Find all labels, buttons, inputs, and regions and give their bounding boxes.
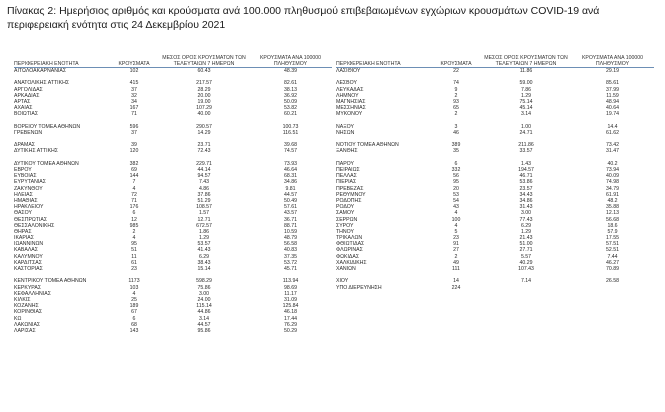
cell-7day-avg: 194.57 [518,167,534,173]
cell-cases: 43 [453,204,459,211]
right-table-body [336,68,654,291]
cell-7day-avg: 5.57 [520,253,532,260]
cell-per-100k: 52.51 [606,247,619,254]
cell-cases: 61 [131,259,137,266]
cell-7day-avg: 33.57 [519,148,533,155]
cell-cases: 23 [131,266,137,272]
cell-7day-avg: 41.43 [197,247,211,254]
cell-region: ΜΑΓΝΗΣΙΑΣ [336,98,366,105]
cell-cases: 1173 [128,278,140,285]
cell-per-100k: 14.4 [607,123,618,130]
cell-region: ΠΡΕΒΕΖΑΣ [336,185,364,192]
cell-7day-avg: 38.43 [197,259,211,266]
cell-per-100k: 34.79 [606,185,619,192]
header-region: ΠΕΡΙΦΕΡΕΙΑΚΗ ΕΝΟΤΗΤΑ [14,60,79,67]
cell-region: ΚΙΛΚΙΣ [14,296,31,303]
cell-7day-avg: 3.14 [520,111,532,118]
header-7day-avg: ΜΕΣΟΣ ΟΡΟΣ ΚΡΟΥΣΜΑΤΩΝ ΤΩΝ ΤΕΛΕΥΤΑΙΩΝ 7 ΗΜΕΡΩΝ [162,55,246,67]
cell-per-100k [571,285,654,291]
cell-cases: 103 [129,284,139,291]
cell-7day-avg: 12.71 [197,216,211,223]
cell-cases: 71 [131,111,137,118]
cell-cases: 120 [129,148,139,155]
cell-7day-avg: 51.00 [519,241,533,248]
cell-per-100k: 53.82 [284,105,297,112]
cell-per-100k: 31.09 [284,296,297,303]
header-cases: ΚΡΟΥΣΜΑΤΑ [440,60,472,67]
cell-per-100k: 37.99 [606,86,619,93]
cell-region: ΓΡΕΒΕΝΩΝ [14,129,43,136]
cell-cases: 4 [454,210,458,217]
cell-cases: 22 [453,68,459,74]
cell-per-100k: 57.51 [606,241,619,248]
cell-region: ΤΗΝΟΥ [336,228,354,235]
cell-cases: 4 [132,185,136,192]
cell-per-100k: 76.29 [284,321,297,328]
cell-7day-avg: 44.14 [197,167,211,173]
cell-7day-avg: 51.29 [197,197,211,204]
cell-region: ΣΕΡΡΩΝ [336,216,358,223]
cell-cases: 37 [131,129,137,136]
cell-per-100k: 98.69 [284,284,297,291]
cell-cases: 102 [129,68,139,74]
header-7day-avg: ΜΕΣΟΣ ΟΡΟΣ ΚΡΟΥΣΜΑΤΩΝ ΤΩΝ ΤΕΛΕΥΤΑΙΩΝ 7 ΗΜΕΡΩΝ [484,55,568,67]
cell-per-100k: 26.58 [606,278,619,285]
cell-per-100k: 57.61 [284,204,297,211]
cell-cases: 34 [131,98,137,105]
cell-7day-avg: 77.43 [519,216,533,223]
cell-7day-avg: 94.57 [197,173,211,180]
cell-cases: 12 [131,216,137,223]
cell-per-100k: 113.94 [282,278,299,285]
cell-per-100k: 48.79 [284,235,297,242]
cell-per-100k: 61.91 [606,191,619,198]
cell-cases: 189 [129,303,139,310]
cell-per-100k: 11.17 [284,290,297,297]
cell-per-100k: 17.44 [284,315,297,322]
cell-7day-avg: 217.57 [196,80,212,87]
cell-7day-avg: 1.43 [520,160,532,167]
cell-cases: 415 [129,80,139,87]
cell-per-100k: 10.59 [284,228,297,235]
cell-region: ΡΟΔΟΠΗΣ [336,197,362,204]
cell-cases: 4 [454,222,458,229]
cell-cases: 6 [132,210,136,217]
cell-cases: 95 [131,241,137,248]
cell-cases: 2 [454,92,458,99]
cell-region: ΛΑΡΙΣΑΣ [14,327,36,334]
cell-7day-avg: 6.29 [198,253,210,260]
cell-cases: 32 [131,92,137,99]
cell-per-100k: 73.94 [606,167,619,173]
cell-cases: 20 [453,185,459,192]
cell-region: ΤΡΙΚΑΛΩΝ [336,235,363,242]
cell-7day-avg: 1.57 [198,210,210,217]
cell-7day-avg: 107.43 [518,266,534,272]
cell-7day-avg: 19.00 [197,98,211,105]
cell-region: ΚΕΦΑΛΛΗΝΙΑΣ [14,290,51,297]
cell-7day-avg: 44.86 [197,309,211,316]
cell-region: ΗΛΕΙΑΣ [14,191,33,198]
header-per-100k: ΚΡΟΥΣΜΑΤΑ ΑΝΑ 100000 ΠΛΗΘΥΣΜΟΥ [259,55,322,67]
cell-per-100k: 48.94 [606,98,619,105]
cell-region: ΛΗΜΝΟΥ [336,92,359,99]
cell-region: ΚΑΛΥΜΝΟΥ [14,253,43,260]
cell-region: ΧΑΝΙΩΝ [336,266,356,272]
cell-7day-avg: 72.43 [197,148,211,155]
cell-per-100k: 35.88 [606,204,619,211]
cell-cases: 69 [131,167,137,173]
cell-region: ΦΛΩΡΙΝΑΣ [336,247,363,254]
cell-7day-avg: 7.43 [198,179,210,186]
cell-cases: 6 [132,315,136,322]
cell-per-100k: 82.61 [284,80,297,87]
cell-region: ΠΑΡΟΥ [336,160,354,167]
header-cases: ΚΡΟΥΣΜΑΤΑ [118,60,150,67]
cell-cases: 985 [129,222,139,229]
cell-per-100k: 46.64 [284,167,297,173]
cell-7day-avg: 7.14 [520,278,532,285]
cell-7day-avg: 44.57 [197,321,211,328]
cell-region: ΥΠΟ ΔΙΕΡΕΥΝΗΣΗ [336,284,382,291]
cell-7day-avg: 40.29 [519,259,533,266]
cell-7day-avg [481,285,571,291]
cell-per-100k: 7.44 [607,253,618,260]
cell-7day-avg: 3.14 [198,315,210,322]
cell-cases: 596 [129,123,139,130]
cell-per-100k: 50.29 [284,327,297,334]
cell-cases: 91 [453,241,459,248]
cell-7day-avg: 3.00 [520,210,532,217]
cell-per-100k: 50.09 [284,98,297,105]
cell-cases: 332 [451,167,461,173]
cell-region: ΑΡΚΑΔΙΑΣ [14,92,40,99]
cell-cases: 23 [453,235,459,242]
cell-per-100k: 38.13 [284,86,297,93]
cell-region: ΘΗΡΑΣ [14,228,32,235]
cell-region: ΚΟΖΑΝΗΣ [14,303,39,310]
cell-per-100k: 68.31 [284,173,297,180]
cell-region: ΣΥΡΟΥ [336,222,354,229]
cell-cases: 167 [129,105,139,112]
cell-7day-avg: 1.29 [198,235,210,242]
cell-cases: 67 [131,309,137,316]
cell-per-100k: 43.57 [284,210,297,217]
cell-per-100k: 40.83 [284,247,297,254]
cell-per-100k: 73.93 [284,160,297,167]
cell-region: ΕΥΡΥΤΑΝΙΑΣ [14,179,46,186]
cell-cases: 6 [454,160,458,167]
header-region: ΠΕΡΙΦΕΡΕΙΑΚΗ ΕΝΟΤΗΤΑ [336,60,401,67]
cell-7day-avg: 672.57 [196,222,212,229]
cell-7day-avg: 14.29 [197,129,211,136]
cell-7day-avg: 107.29 [196,105,212,112]
cell-7day-avg: 34.86 [519,197,533,204]
cell-region: ΚΑΣΤΟΡΙΑΣ [14,266,43,272]
cell-per-100k: 73.42 [606,142,619,149]
cell-region: ΧΙΟΥ [336,278,349,285]
cell-7day-avg: 45.14 [519,105,533,112]
cell-7day-avg: 34.43 [519,191,533,198]
cell-region: ΒΟΡΕΙΟΥ ΤΟΜΕΑ ΑΘΗΝΩΝ [14,123,81,130]
cell-7day-avg: 53.57 [197,241,211,248]
cell-cases: 100 [451,216,461,223]
cell-region: ΠΕΙΡΑΙΩΣ [336,167,360,173]
cell-cases: 51 [131,247,137,254]
cell-7day-avg: 24.00 [197,296,211,303]
cell-region: ΞΑΝΘΗΣ [336,148,358,155]
cell-7day-avg: 6.29 [520,222,532,229]
cell-region: ΕΥΒΟΙΑΣ [14,173,37,180]
cell-7day-avg: 20.00 [197,92,211,99]
cell-per-100k: 57.9 [607,228,618,235]
left-table-body [14,68,332,334]
cell-per-100k: 9.81 [285,185,296,192]
cell-region: ΛΕΣΒΟΥ [336,80,357,87]
cell-per-100k: 125.84 [282,303,299,310]
left-table [14,57,332,334]
cell-region: ΚΟΡΙΝΘΙΑΣ [14,309,43,316]
cell-7day-avg: 229.71 [196,160,212,167]
cell-per-100k: 74.57 [284,148,297,155]
cell-cases: 71 [131,197,137,204]
cell-region: ΚΩ [14,315,22,322]
cell-region: ΑΝΑΤΟΛΙΚΗΣ ΑΤΤΙΚΗΣ [14,80,70,87]
cell-cases: 74 [453,80,459,87]
cell-per-100k: 12.13 [606,210,619,217]
cell-7day-avg: 46.71 [519,173,533,180]
cell-per-100k: 39.68 [284,142,297,149]
cell-region: ΘΕΣΠΡΩΤΙΑΣ [14,216,48,223]
cell-cases: 2 [454,253,458,260]
right-table-header [336,57,654,68]
cell-cases: 2 [132,228,136,235]
cell-7day-avg: 290.57 [196,123,212,130]
cell-per-100k: 100.73 [282,123,299,130]
cell-per-100k: 40.2 [607,160,618,167]
cell-cases: 382 [129,160,139,167]
cell-7day-avg: 59.00 [519,80,533,87]
cell-cases: 3 [454,123,458,130]
cell-per-100k: 53.72 [284,259,297,266]
cell-cases: 49 [453,259,459,266]
cell-cases: 54 [453,197,459,204]
cell-7day-avg: 1.86 [198,228,210,235]
cell-region: ΗΜΑΘΙΑΣ [14,197,38,204]
cell-region: ΑΧΑΪΑΣ [14,105,33,112]
cell-per-100k: 11.59 [606,92,619,99]
cell-cases: 11 [131,253,137,260]
cell-region: ΚΕΝΤΡΙΚΟΥ ΤΟΜΕΑ ΑΘΗΝΩΝ [14,278,87,285]
cell-7day-avg: 598.29 [196,278,212,285]
cell-per-100k: 29.19 [606,68,619,74]
cell-cases: 4 [132,235,136,242]
cell-cases: 37 [131,86,137,93]
cell-per-100k: 46.27 [606,259,619,266]
cell-region: ΝΑΞΟΥ [336,123,354,130]
cell-cases: 72 [131,191,137,198]
cell-7day-avg: 75.14 [519,98,533,105]
cell-cases: 143 [129,327,139,334]
cell-per-100k: 88.71 [284,222,297,229]
cell-cases: 176 [129,204,139,211]
cell-region: ΑΡΤΑΣ [14,98,31,105]
cell-per-100k: 46.18 [284,309,297,316]
cell-cases: 14 [453,278,459,285]
cell-per-100k: 56.68 [606,216,619,223]
cell-per-100k: 48.2 [607,197,618,204]
cell-per-100k: 36.71 [284,216,297,223]
cell-region: ΙΚΑΡΙΑΣ [14,235,34,242]
cell-7day-avg: 1.00 [520,123,532,130]
cell-region: ΕΒΡΟΥ [14,167,32,173]
cell-cases: 9 [454,86,458,93]
cell-7day-avg: 53.86 [519,179,533,186]
cell-per-100k: 36.92 [284,92,297,99]
cell-cases: 25 [131,296,137,303]
cell-region: ΔΡΑΜΑΣ [14,142,35,149]
cell-per-100k: 56.58 [284,241,297,248]
cell-per-100k: 37.35 [284,253,297,260]
cell-region: ΡΟΔΟΥ [336,204,355,211]
cell-region: ΖΑΚΥΝΘΟΥ [14,185,43,192]
cell-region: ΡΕΘΥΜΝΟΥ [336,191,366,198]
cell-cases: 4 [132,290,136,297]
cell-region: ΠΕΛΛΑΣ [336,173,357,180]
cell-per-100k: 48.39 [284,68,297,74]
cell-7day-avg: 37.86 [197,191,211,198]
cell-region: ΛΑΣΙΘΙΟΥ [336,68,361,74]
cell-7day-avg: 11.86 [519,68,533,74]
cell-per-100k: 18.6 [607,222,618,229]
cell-region: ΚΑΒΑΛΑΣ [14,247,38,254]
cell-cases: 224 [451,284,461,291]
cell-7day-avg: 23.71 [197,142,211,149]
cell-region: ΧΑΛΚΙΔΙΚΗΣ [336,259,367,266]
cell-region: ΠΙΕΡΙΑΣ [336,179,357,186]
cell-7day-avg: 4.86 [198,185,210,192]
table-row [14,328,332,334]
cell-7day-avg: 1.29 [520,92,532,99]
cell-region: ΒΟΙΩΤΙΑΣ [14,111,39,118]
cell-per-100k: 40.09 [606,173,619,180]
cell-region: ΝΟΤΙΟΥ ΤΟΜΕΑ ΑΘΗΝΩΝ [336,142,399,149]
cell-7day-avg: 3.00 [198,290,210,297]
cell-region: ΗΡΑΚΛΕΙΟΥ [14,204,44,211]
cell-per-100k: 45.71 [284,266,297,272]
cell-cases: 389 [451,142,461,149]
cell-cases: 35 [453,148,459,155]
cell-7day-avg: 108.57 [196,204,212,211]
cell-region: ΔΥΤΙΚΗΣ ΑΤΤΙΚΗΣ [14,148,58,155]
cell-cases: 39 [131,142,137,149]
table-row [336,285,654,291]
cell-per-100k: 17.55 [606,235,619,242]
cell-7day-avg: 75.86 [197,284,211,291]
cell-7day-avg: 27.71 [519,247,533,254]
cell-7day-avg: 15.14 [197,266,211,272]
cell-region: ΛΑΚΩΝΙΑΣ [14,321,41,328]
cell-per-100k: 50.49 [284,197,297,204]
cell-cases: 56 [453,173,459,180]
cell-cases: 46 [453,129,459,136]
cell-per-100k: 19.74 [606,111,619,118]
header-per-100k: ΚΡΟΥΣΜΑΤΑ ΑΝΑ 100000 ΠΛΗΘΥΣΜΟΥ [581,55,644,67]
cell-region: ΑΡΓΟΛΙΔΑΣ [14,86,43,93]
cell-7day-avg: 21.43 [519,235,533,242]
cell-7day-avg: 211.86 [518,142,534,149]
cell-cases: 5 [454,228,458,235]
cell-region: ΜΥΚΟΝΟΥ [336,111,363,118]
cell-region: ΜΕΣΣΗΝΙΑΣ [336,105,366,112]
cell-7day-avg: 7.86 [520,86,532,93]
cell-cases: 2 [454,111,458,118]
cell-cases: 95 [453,179,459,186]
cell-7day-avg: 40.00 [197,111,211,118]
cell-region: ΣΑΜΟΥ [336,210,355,217]
cell-per-100k: 31.47 [606,148,619,155]
cell-region: ΦΩΚΙΔΑΣ [336,253,360,260]
left-table-header [14,57,332,68]
cell-cases: 65 [453,105,459,112]
cell-per-100k: 34.86 [284,179,297,186]
cell-per-100k: 40.64 [606,105,619,112]
cell-7day-avg: 115.14 [196,303,212,310]
cell-region: ΑΙΤΩΛΟΑΚΑΡΝΑΝΙΑΣ [14,68,67,74]
right-table [336,57,654,291]
cell-per-100k: 74.98 [606,179,619,186]
cell-region: ΛΕΥΚΑΔΑΣ [336,86,364,93]
cell-region: ΚΕΡΚΥΡΑΣ [14,284,42,291]
cell-cases: 27 [453,247,459,254]
cell-7day-avg: 31.43 [519,204,533,211]
cell-per-100k: 44.57 [284,191,297,198]
cell-per-100k: 116.51 [282,129,299,136]
cell-region: ΦΘΙΩΤΙΔΑΣ [336,241,365,248]
cell-region: ΘΕΣΣΑΛΟΝΙΚΗΣ [14,222,55,229]
cell-7day-avg: 1.29 [520,228,532,235]
cell-region: ΘΑΣΟΥ [14,210,32,217]
cell-cases: 7 [132,179,136,186]
cell-region: ΙΩΑΝΝΙΝΩΝ [14,241,44,248]
cell-7day-avg: 24.71 [519,129,533,136]
cell-cases: 53 [453,191,459,198]
cell-per-100k: 85.61 [606,80,619,87]
cell-region: ΚΑΡΔΙΤΣΑΣ [14,259,42,266]
cell-cases: 111 [452,266,460,272]
table-title: Πίνακας 2: Ημερήσιος αριθμός και κρούσματα ανά 100.000 πληθυσμού επιβεβαιωμένων εγχώριων κρουσμάτων COVID-19 ανά περιφερειακή ενότητα στις 24 Δεκεμβρίου 2021 [7,5,600,31]
cell-7day-avg: 28.29 [197,86,211,93]
cell-region: ΔΥΤΙΚΟΥ ΤΟΜΕΑ ΑΘΗΝΩΝ [14,160,79,167]
cell-cases: 93 [453,98,459,105]
cell-7day-avg: 95.86 [197,327,211,334]
cell-cases: 144 [129,173,139,180]
cell-7day-avg: 23.57 [519,185,533,192]
cell-region: ΝΗΣΩΝ [336,129,355,136]
cell-per-100k: 60.21 [284,111,297,118]
cell-cases: 68 [131,321,137,328]
cell-7day-avg: 60.43 [197,68,211,74]
cell-per-100k: 61.62 [606,129,619,136]
cell-per-100k: 70.89 [606,266,619,272]
